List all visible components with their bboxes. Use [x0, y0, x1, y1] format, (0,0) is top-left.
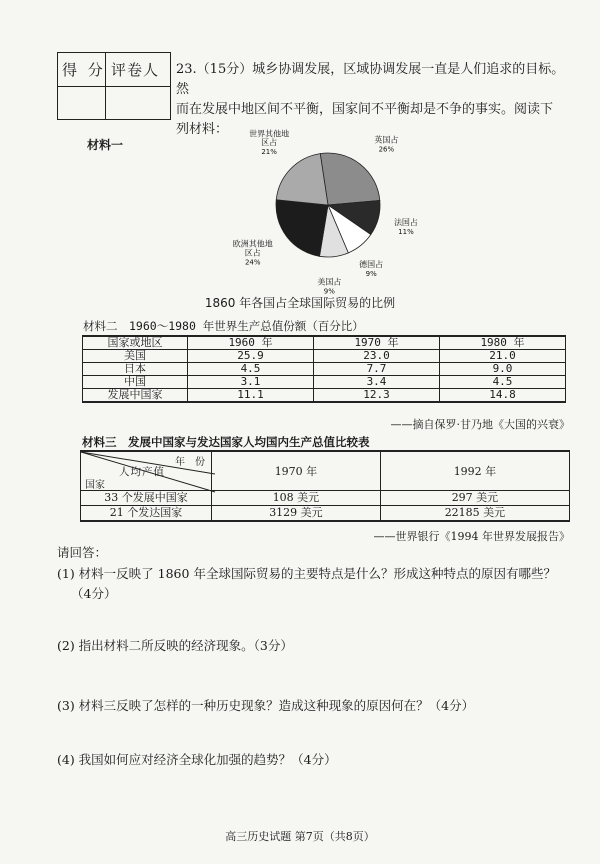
gdp-per-capita-table — [80, 450, 570, 522]
pie-label-0: 26% — [378, 145, 395, 154]
table-cell: 108 美元 — [212, 491, 381, 506]
pie-slice-5 — [276, 154, 328, 205]
table-row — [81, 506, 570, 522]
material1-label: 材料一 — [87, 138, 124, 152]
pie-label-5: 21% — [261, 148, 277, 157]
pie-label-3: 美国占 — [317, 277, 342, 287]
table-row — [83, 363, 566, 376]
question-line-1: 23.（15分）城乡协调发展，区域协调发展一直是人们追求的目标。然 — [176, 62, 565, 97]
question-line-2: 而在发展中地区间不平衡，国家间不平衡却是不争的事实。阅读下 — [176, 102, 554, 117]
pie-chart — [230, 129, 450, 296]
question-2: (2) 指出材料二所反映的经济现象。（3分） — [57, 638, 293, 653]
pie-label-0: 英国占 — [374, 135, 399, 145]
table-cell: 3.4 — [314, 376, 440, 389]
table-cell: 4.5 — [188, 363, 314, 376]
table-cell: 22185 美元 — [380, 506, 569, 522]
table-row — [83, 389, 566, 403]
gdp-share-table — [82, 335, 566, 403]
question-4: (4) 我国如何应对经济全球化加强的趋势？（4分） — [57, 752, 337, 767]
table-header-row — [81, 451, 570, 491]
material3-source: ——世界银行《1994 年世界发展报告》 — [373, 530, 570, 543]
table-cell: 297 美元 — [380, 491, 569, 506]
table-header-row — [83, 336, 566, 350]
table-cell: 7.7 — [314, 363, 440, 376]
table-cell: 美国 — [83, 350, 188, 363]
material3-label: 材料三 发展中国家与发达国家人均国内生产总值比较表 — [82, 435, 370, 449]
material2-source: ——摘自保罗·甘乃地《大国的兴衰》 — [390, 418, 570, 431]
ask-label: 请回答： — [57, 545, 108, 560]
pie-slice-0 — [320, 153, 380, 205]
table-row — [81, 491, 570, 506]
material2-label: 材料二 1960～1980 年世界生产总值份额（百分比） — [83, 319, 364, 333]
table-cell: 25.9 — [188, 350, 314, 363]
score-box — [57, 52, 171, 120]
header-cell: 国家或地区 — [83, 336, 188, 350]
question-3: (3) 材料三反映了怎样的一种历史现象？造成这种现象的原因何在？（4分） — [57, 698, 475, 713]
table-cell: 日本 — [83, 363, 188, 376]
header-cell: 1970 年 — [212, 451, 381, 491]
question-1-line-2: （4分） — [71, 586, 117, 601]
table-cell: 23.0 — [314, 350, 440, 363]
pie-label-4: 24% — [244, 258, 261, 267]
pie-chart-title: 1860 年各国占全球国际贸易的比例 — [204, 296, 396, 310]
header-cell: 1970 年 — [314, 336, 440, 350]
question-1 — [57, 564, 577, 604]
table-cell: 4.5 — [440, 376, 566, 389]
table-cell: 9.0 — [440, 363, 566, 376]
table-cell: 中国 — [83, 376, 188, 389]
header-cell: 1992 年 — [380, 451, 569, 491]
table-row — [83, 376, 566, 389]
table-row — [83, 350, 566, 363]
pie-label-4: 欧洲其他地 — [232, 239, 273, 249]
pie-label-2: 德国占 — [359, 260, 384, 270]
table-cell: 3129 美元 — [212, 506, 381, 522]
table-cell: 12.3 — [314, 389, 440, 403]
page-footer: 高三历史试题 第7页（共8页） — [225, 830, 375, 843]
table-cell: 3.1 — [188, 376, 314, 389]
question-header — [176, 60, 576, 140]
pie-slice-4 — [276, 200, 328, 257]
pie-label-1: 法国占 — [393, 217, 418, 227]
pie-label-1: 11% — [398, 227, 414, 236]
table-cell: 14.8 — [440, 389, 566, 403]
diag-year-label: 年 份 — [175, 457, 205, 468]
diagonal-header-cell — [81, 451, 212, 491]
score-label: 得 分 — [62, 61, 106, 79]
diag-country-label: 国家 — [85, 480, 105, 491]
table-cell: 21.0 — [440, 350, 566, 363]
table-cell: 发展中国家 — [83, 389, 188, 403]
header-cell: 1960 年 — [188, 336, 314, 350]
table-cell: 11.1 — [188, 389, 314, 403]
diag-value-label: 人均产值 — [119, 466, 165, 478]
pie-label-2: 9% — [365, 270, 377, 279]
pie-label-3: 9% — [323, 287, 335, 296]
question-line-3: 列材料： — [176, 122, 229, 137]
question-1-line-1: (1) 材料一反映了 1860 年全球国际贸易的主要特点是什么？形成这种特点的原因有哪些？ — [57, 566, 556, 581]
pie-label-5: 世界其他地 — [249, 129, 290, 139]
table-cell: 33 个发展中国家 — [81, 491, 212, 506]
pie-label-4: 区占 — [244, 248, 261, 258]
header-cell: 1980 年 — [440, 336, 566, 350]
table-cell: 21 个发达国家 — [81, 506, 212, 522]
pie-label-5: 区占 — [261, 138, 278, 148]
grader-label: 评卷人 — [111, 61, 160, 79]
